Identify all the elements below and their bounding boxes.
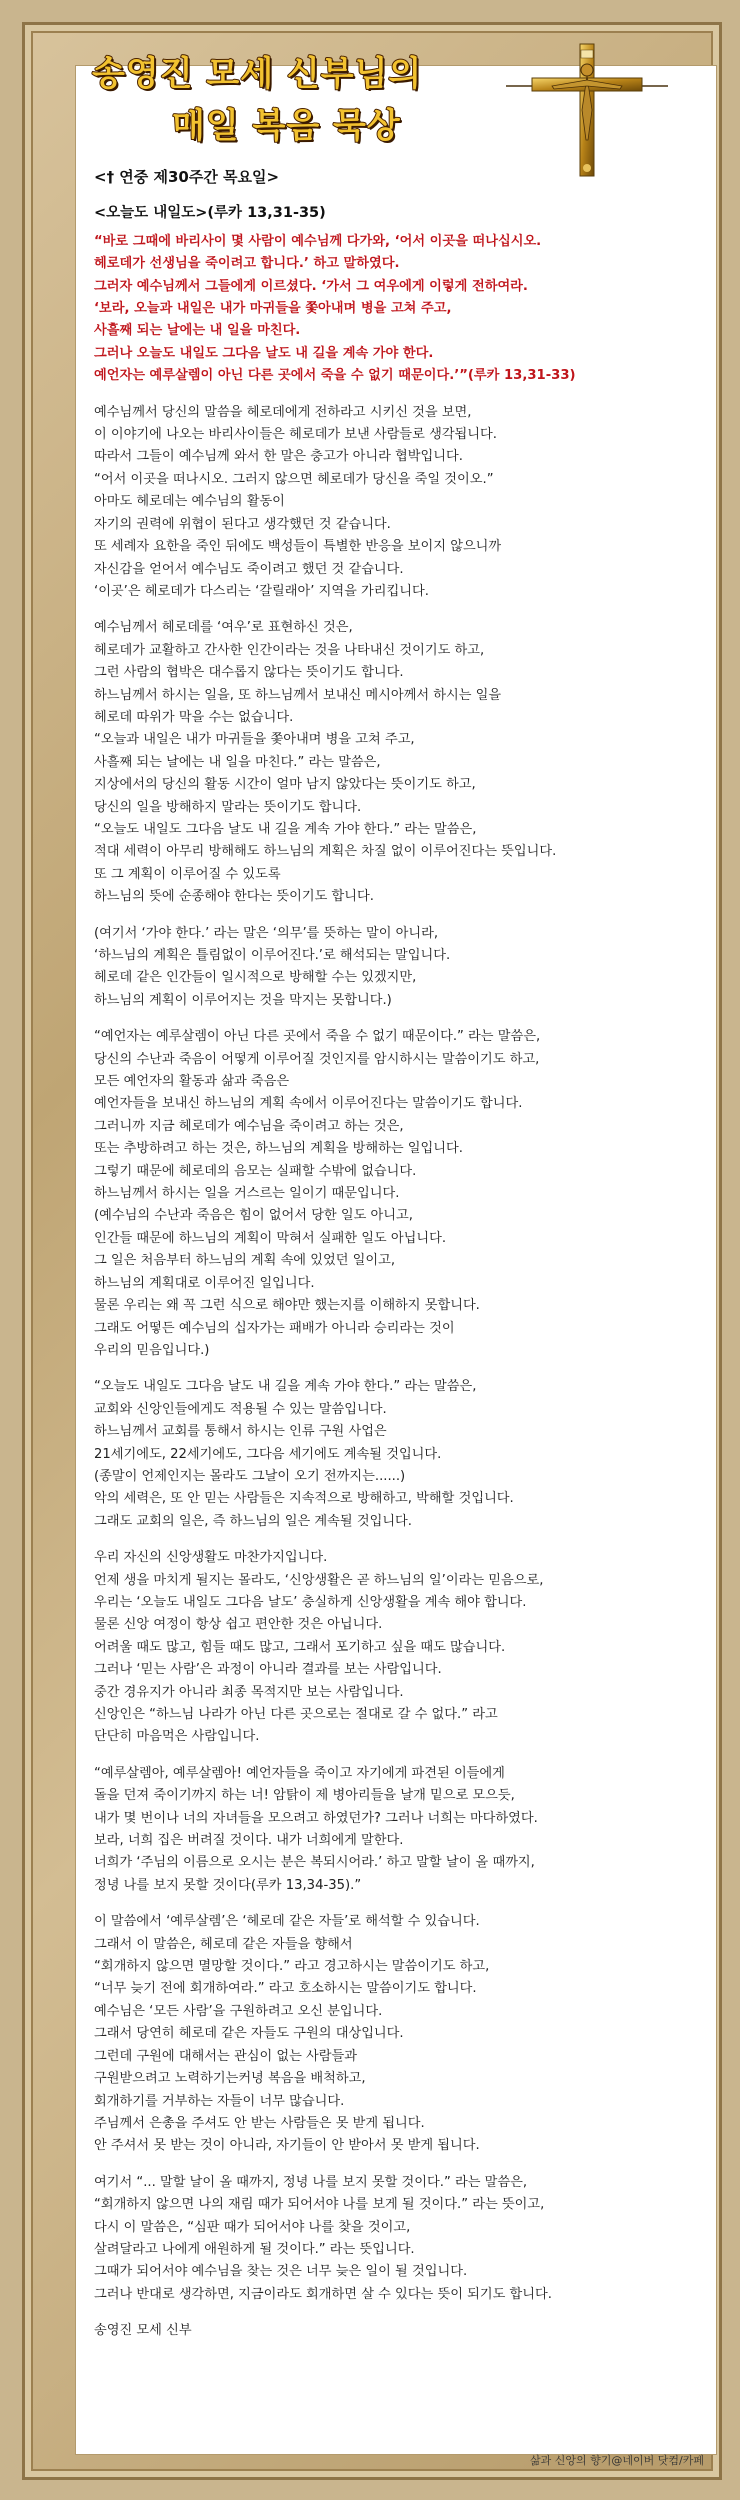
meditation-title: <오늘도 내일도>(루카 13,31-35) — [94, 205, 326, 222]
paragraph: “예루살렘아, 예루살렘아! 예언자들을 죽이고 자기에게 파견된 이들에게 돌을 던져 죽이기까지 하는 너! 암탉이 제 병아리들을 날개 밑으로 모으듯, 내가 몇 번이나 너의 자녀들을 모으려고 하였던가? 그러나 너희는 마다하였다. 보라, 너희 집은 버려질 것이다. 내가 너희에게 말한다. 너희가 ‘주님의 이름으로 오시는 분은 복되시어라.’ 하고 말할 날이 올 때까지, 정녕 나를 보지 못할 것이다(루카 13,34-35).” — [94, 1765, 538, 1893]
paragraph: “오늘도 내일도 그다음 날도 내 길을 계속 가야 한다.” 라는 말씀은, 교회와 신앙인들에게도 적용될 수 있는 말씀입니다. 하느님께서 교회를 통해서 하시는 인류 구원 사업은 21세기에도, 22세기에도, 그다음 세기에도 계속될 것입니다. (종말이 언제인지는 몰라도 그날이 오기 전까지는......) 악의 세력은, 또 안 믿는 사람들은 지속적으로 방해하고, 박해할 것입니다. 그래도 교회의 일은, 즉 하느님의 일은 계속될 것입니다. — [94, 1379, 514, 1529]
scripture-quote: “바로 그때에 바리사이 몇 사람이 예수님께 다가와, ‘어서 이곳을 떠나십시오. 헤로데가 선생님을 죽이려고 합니다.’ 하고 말하였다. 그러자 예수님께서 그들에게 이르셨다. ‘가서 그 여우에게 이렇게 전하여라. ‘보라, 오늘과 내일은 내가 마귀들을 쫓아내며 병을 고쳐 주고, 사흘째 되는 날에는 내 일을 마친다. 그러나 오늘도 내일도 그다음 날도 내 길을 계속 가야 한다. 예언자는 예루살렘이 아닌 다른 곳에서 죽을 수 없기 때문이다.’”(루카 13,31-33) — [94, 233, 576, 384]
page-title-line2: 매일 복음 묵상 — [172, 106, 401, 146]
paragraph: 이 말씀에서 ‘예루살렘’은 ‘헤로데 같은 자들’로 해석할 수 있습니다. 그래서 이 말씀은, 헤로데 같은 자들을 향해서 “회개하지 않으면 멸망할 것이다.” 라고 경고하시는 말씀이기도 하고, “너무 늦기 전에 회개하여라.” 라고 호소하시는 말씀이기도 합니다. 예수님은 ‘모든 사람’을 구원하려고 오신 분입니다. 그래서 당연히 헤로데 같은 자들도 구원의 대상입니다. 그런데 구원에 대해서는 관심이 없는 사람들과 구원받으려고 노력하기는커녕 복음을 배척하고, 회개하기를 거부하는 자들이 너무 많습니다. 주님께서 은총을 주셔도 안 받는 사람들은 못 받게 됩니다. 안 주셔서 못 받는 것이 아니라, 자기들이 안 받아서 못 받게 됩니다. — [94, 1914, 490, 2154]
paragraph: 여기서 “... 말할 날이 올 때까지, 정녕 나를 보지 못할 것이다.” 라는 말씀은, “회개하지 않으면 나의 재림 때가 되어서야 나를 보게 될 것이다.” 라는 뜻이고, 다시 이 말씀은, “심판 때가 되어서야 나를 찾을 것이고, 살려달라고 나에게 애원하게 될 것이다.” 라는 뜻입니다. 그때가 되어서야 예수님을 찾는 것은 너무 늦은 일이 될 것입니다. 그러나 반대로 생각하면, 지금이라도 회개하면 살 수 있다는 뜻이 되기도 합니다. — [94, 2174, 552, 2302]
paragraph: 우리 자신의 신앙생활도 마찬가지입니다. 언제 생을 마치게 될지는 몰라도, ‘신앙생활은 곧 하느님의 일’이라는 믿음으로, 우리는 ‘오늘도 내일도 그다음 날도’ 충실하게 신앙생활을 계속 해야 합니다. 물론 신앙 여정이 항상 쉽고 편안한 것은 아닙니다. 어려울 때도 많고, 힘들 때도 많고, 그래서 포기하고 싶을 때도 많습니다. 그러나 ‘믿는 사람’은 과정이 아니라 결과를 보는 사람입니다. 중간 경유지가 아니라 최종 목적지만 보는 사람입니다. 신앙인은 “하느님 나라가 아닌 다른 곳으로는 절대로 갈 수 없다.” 라고 단단히 마음먹은 사람입니다. — [94, 1550, 544, 1745]
page-title-line1: 송영진 모세 신부님의 — [92, 54, 423, 94]
author-signature: 송영진 모세 신부 — [94, 2323, 192, 2339]
page-header — [72, 40, 672, 170]
crucifix-icon — [502, 40, 672, 180]
meditation-body — [94, 166, 684, 2357]
paragraph: “예언자는 예루살렘이 아닌 다른 곳에서 죽을 수 없기 때문이다.” 라는 말씀은, 당신의 수난과 죽음이 어떻게 이루어질 것인지를 암시하시는 말씀이기도 하고, 모든 예언자의 활동과 삶과 죽음은 예언자들을 보내신 하느님의 계획 속에서 이루어진다는 말씀이기도 합니다. 그러니까 지금 헤로데가 예수님을 죽이려고 하는 것은, 또는 추방하려고 하는 것은, 하느님의 계획을 방해하는 일입니다. 그렇기 때문에 헤로데의 음모는 실패할 수밖에 없습니다. 하느님께서 하시는 일을 거스르는 일이기 때문입니다. (예수님의 수난과 죽음은 힘이 없어서 당한 일도 아니고, 인간들 때문에 하느님의 계획이 막혀서 실패한 일도 아닙니다. 그 일은 처음부터 하느님의 계획 속에 있었던 일이고, 하느님의 계획대로 이루어진 일입니다. 물론 우리는 왜 꼭 그런 식으로 해야만 했는지를 이해하지 못합니다. 그래도 어떻든 예수님의 십자가는 패배가 아니라 승리라는 것이 우리의 믿음입니다.) — [94, 1029, 541, 1358]
liturgical-day-heading: <† 연중 제30주간 목요일> — [94, 168, 280, 186]
paragraph: 예수님께서 당신의 말씀을 헤로데에게 전하라고 시키신 것을 보면, 이 이야기에 나오는 바리사이들은 헤로데가 보낸 사람들로 생각됩니다. 따라서 그들이 예수님께 와서 한 말은 충고가 아니라 협박입니다. “어서 이곳을 떠나시오. 그러지 않으면 헤로데가 당신을 죽일 것이오.” 아마도 헤로데는 예수님의 활동이 자기의 권력에 위협이 된다고 생각했던 것 같습니다. 또 세례자 요한을 죽인 뒤에도 백성들이 특별한 반응을 보이지 않으니까 자신감을 얻어서 예수님도 죽이려고 했던 것 같습니다. ‘이곳’은 헤로데가 다스리는 ‘갈릴래아’ 지역을 가리킵니다. — [94, 404, 502, 599]
paragraph: 예수님께서 헤로데를 ‘여우’로 표현하신 것은, 헤로데가 교활하고 간사한 인간이라는 것을 나타내신 것이기도 하고, 그런 사람의 협박은 대수롭지 않다는 뜻이기도 합니다. 하느님께서 하시는 일을, 또 하느님께서 보내신 메시아께서 하시는 일을 헤로데 따위가 막을 수는 없습니다. “오늘과 내일은 내가 마귀들을 쫓아내며 병을 고쳐 주고, 사흘째 되는 날에는 내 일을 마친다.” 라는 말씀은, 지상에서의 당신의 활동 시간이 얼마 남지 않았다는 뜻이기도 하고, 당신의 일을 방해하지 말라는 뜻이기도 합니다. “오늘도 내일도 그다음 날도 내 길을 계속 가야 한다.” 라는 말씀은, 적대 세력이 아무리 방해해도 하느님의 계획은 차질 없이 이루어진다는 뜻입니다. 또 그 계획이 이루어질 수 있도록 하느님의 뜻에 순종해야 한다는 뜻이기도 합니다. — [94, 620, 557, 905]
paragraph: (여기서 ‘가야 한다.’ 라는 말은 ‘의무’를 뜻하는 말이 아니라, ‘하느님의 계획은 틀림없이 이루어진다.’로 해석되는 말입니다. 헤로데 같은 인간들이 일시적으로 방해할 수는 있겠지만, 하느님의 계획이 이루어지는 것을 막지는 못합니다.) — [94, 925, 451, 1008]
source-credit: 삶과 신앙의 향기@네이버 닷컴/카페 — [530, 2454, 704, 2467]
